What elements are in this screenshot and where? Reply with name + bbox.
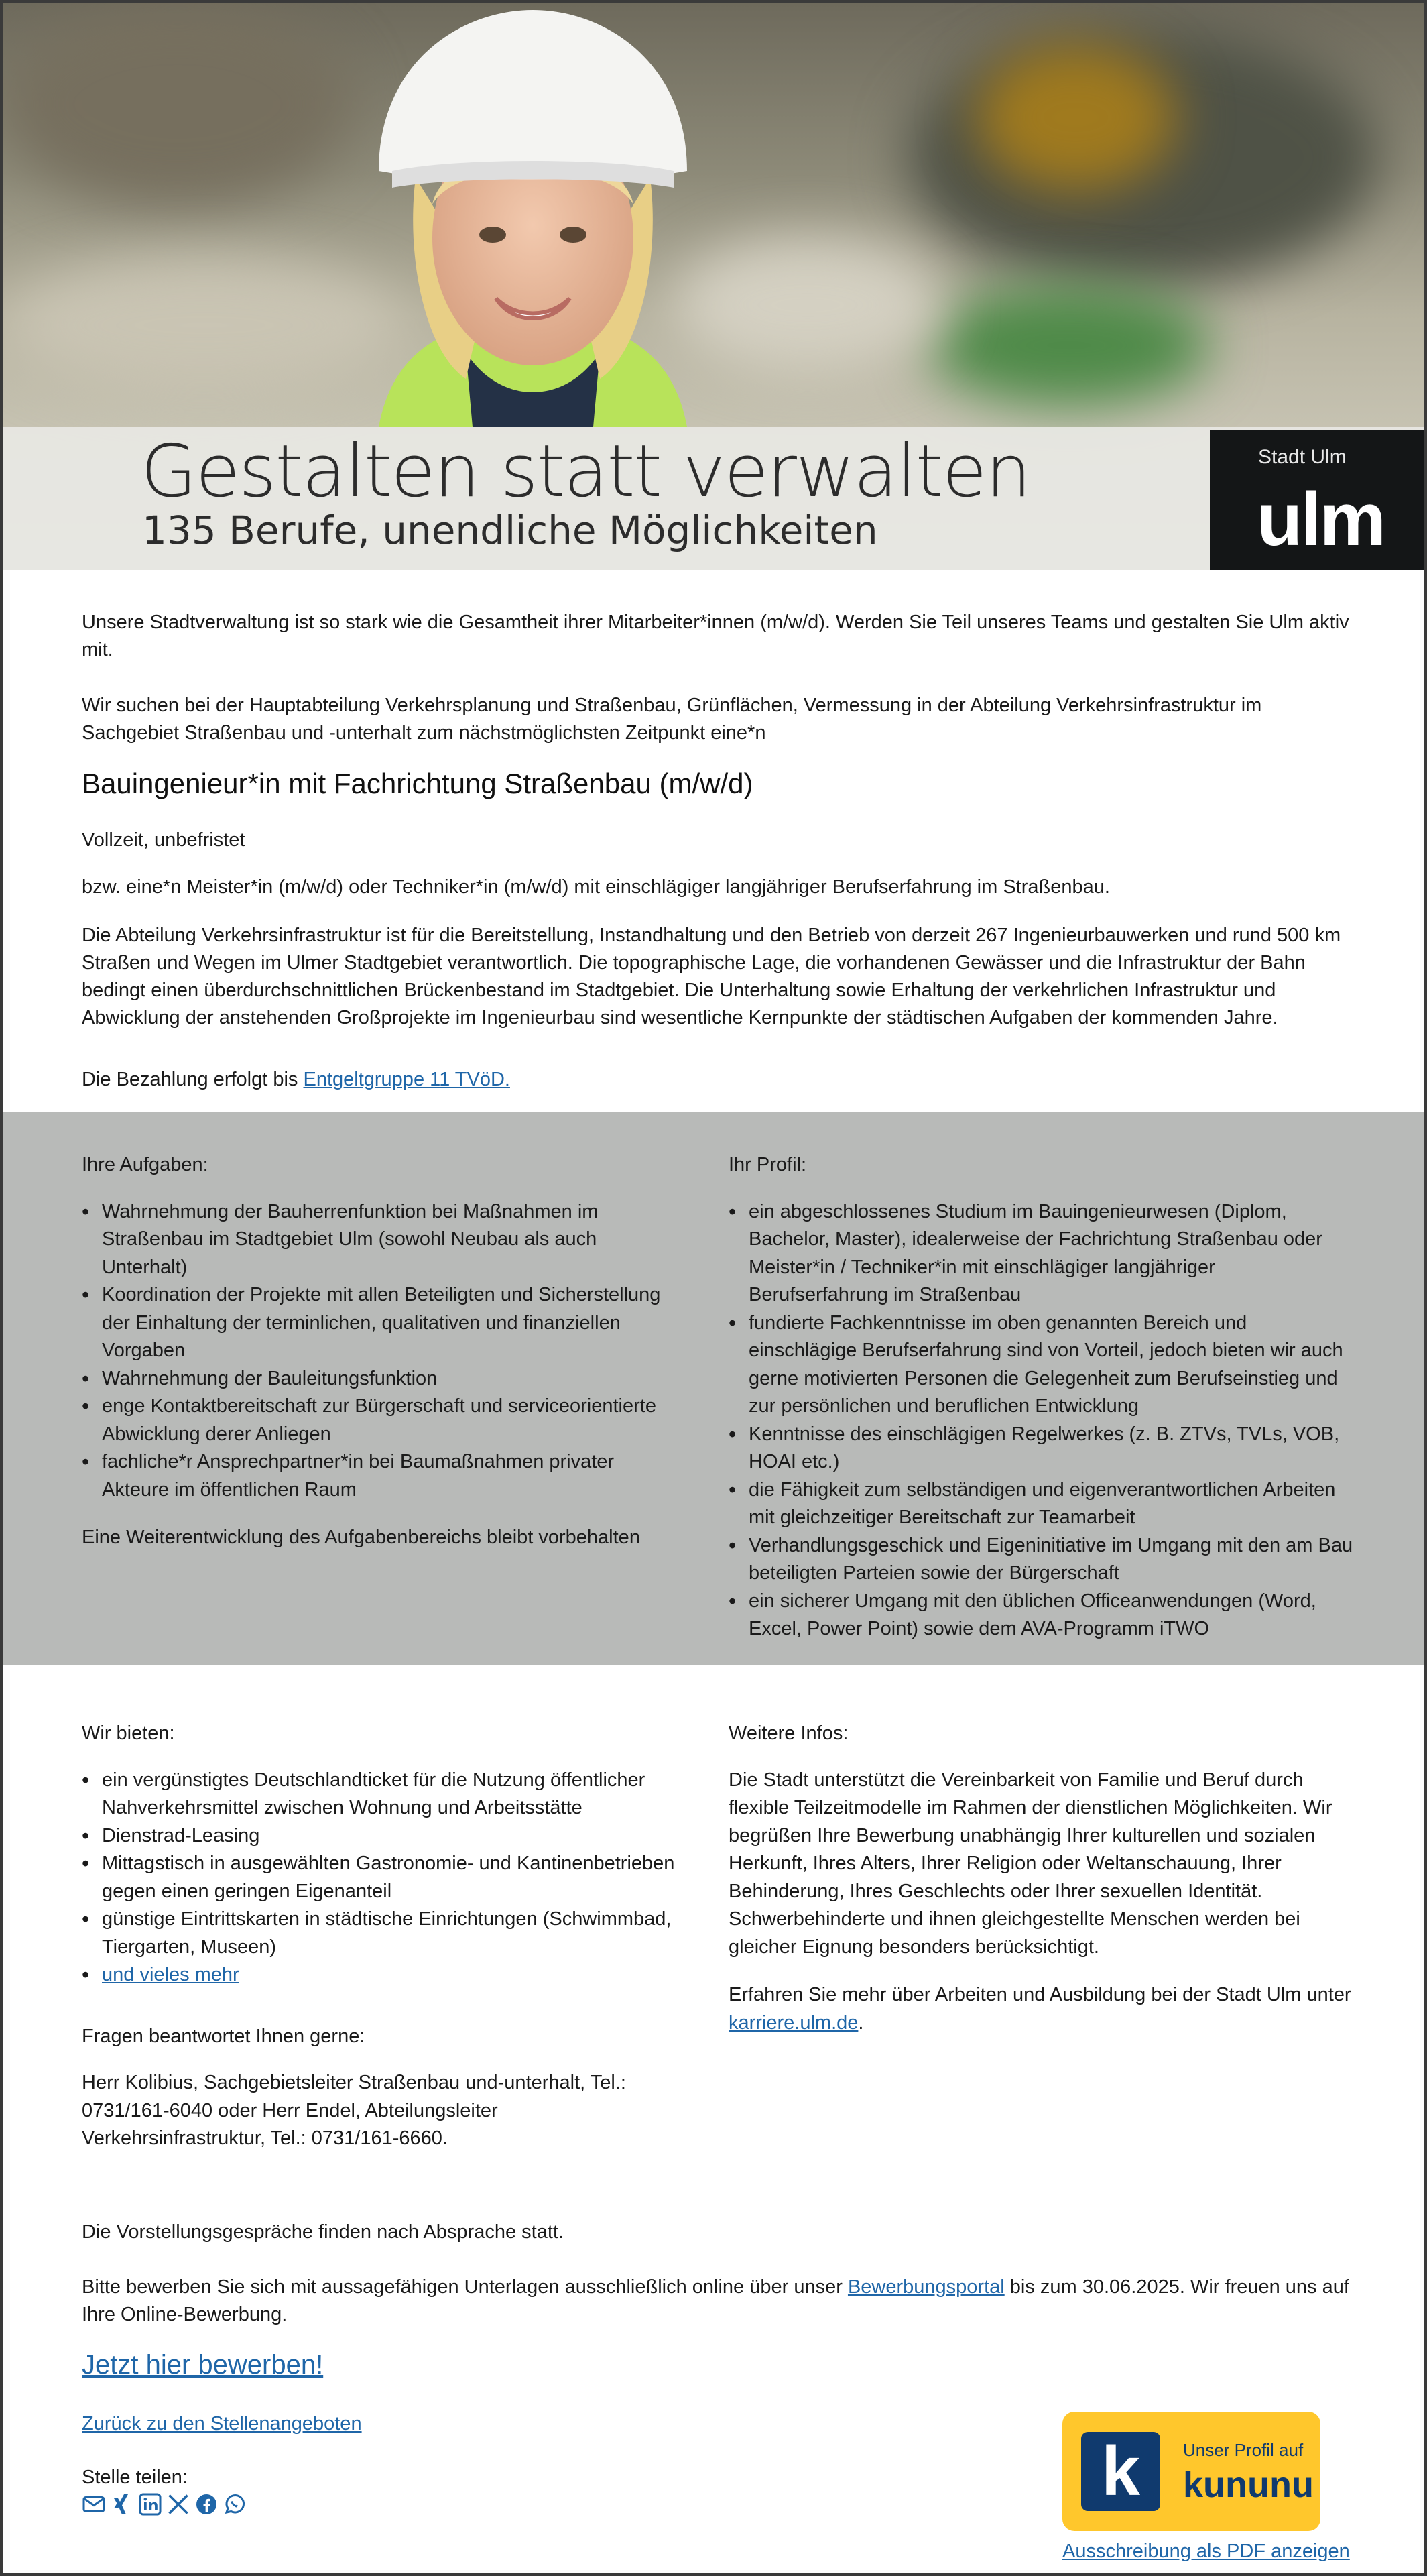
offer-column [82,1720,678,2153]
xing-icon[interactable] [110,2492,134,2516]
intro-paragraph-1 [82,609,1355,664]
hero-banner [3,3,1424,570]
share-label: Stelle teilen: [82,2467,188,2488]
apply-suffix: bis zum 30.06.2025. Wir freuen uns auf Ihre Online-Bewerbung. [82,2276,1349,2325]
offer-heading: Wir bieten: [82,1722,175,1744]
task-item: • Wahrnehmung der Bauleitungsfunktion [82,1365,678,1393]
linkedin-icon[interactable] [138,2492,162,2516]
mail-icon[interactable] [82,2492,106,2516]
apply-prefix: Bitte bewerben Sie sich mit aussagefähigen Unterlagen ausschließlich online über unser [82,2276,848,2298]
job-type: Vollzeit, unbefristet [82,829,245,851]
pay-info [82,1066,1355,1094]
offer-item: • Mittagstisch in ausgewählten Gastronomie- und Kantinenbetrieben gegen einen geringen Eigenanteil [82,1850,678,1906]
task-item: • Koordination der Projekte mit allen Beteiligten und Sicherstellung der Einhaltung der terminlichen, qualitativen und finanziellen Vorgaben [82,1281,678,1365]
pay-grade-link[interactable]: Entgeltgruppe 11 TVöD. [303,1069,510,1090]
job-description: Die Abteilung Verkehrsinfrastruktur ist für die Bereitstellung, Instandhaltung und den Betrieb von derzeit 267 Ingenieurbauwerken und rund 500 km Straßen und Wegen im Ulmer Stadtgebiet verantwortlich. Die topographische Lage, die vorhandenen Gewässer und die Infrastruktur der Bahn bedingt einen überdurchschnittlichen Brückenbestand im Stadtgebiet. Die Unterhaltung sowie Erhaltung der verkehrlichen Infrastruktur und Abwicklung der anstehenden Großprojekte im Ingenieurbau sind wesentliche Kernpunkte der städtischen Aufgaben der kommenden Jahre. [82,925,1341,1029]
job-title: Bauingenieur*in mit Fachrichtung Straßenbau (m/w/d) [82,768,753,799]
intro-paragraph-2 [82,692,1355,747]
apply-now-link[interactable]: Jetzt hier bewerben! [82,2350,324,2380]
offer-list [82,1767,678,1989]
profile-item: • Kenntnisse des einschlägigen Regelwerkes (z. B. ZTVs, TVLs, VOB, HOAI etc.) [729,1421,1355,1476]
apply-now-wrap [82,2348,1355,2382]
offer-more-link[interactable]: und vieles mehr [102,1964,239,1985]
application-portal-link[interactable]: Bewerbungsportal [847,2276,1005,2298]
task-item: • enge Kontaktbereitschaft zur Bürgerschaft und serviceorientierte Abwicklung derer Anliegen [82,1393,678,1448]
info-more [729,1981,1355,2037]
x-icon[interactable] [166,2492,190,2516]
intro-text-2: Wir suchen bei der Hauptabteilung Verkehrsplanung und Straßenbau, Grünflächen, Vermessung in der Abteilung Verkehrsinfrastruktur im Sachgebiet Straßenbau und -unterhalt zum nächstmöglichsten Zeitpunkt eine*n [82,695,1262,744]
pdf-link-wrap [1062,2538,1350,2565]
info-text: Die Stadt unterstützt die Vereinbarkeit von Familie und Beruf durch flexible Teilzeitmodelle im Rahmen der dienstlichen Möglichkeiten. Wir begrüßen Ihre Bewerbung unabhängig Ihrer kulturellen und sozialen Herkunft, Ihres Alters, Ihrer Religion oder Weltanschauung, Ihrer Behinderung, Ihres Geschlechts oder Ihrer sexuellen Identität. Schwerbehinderte und ihnen gleichgestellte Menschen werden bei gleicher Eignung besonders berücksichtigt. [729,1769,1332,1958]
stadt-ulm-logo [1210,430,1424,570]
task-item: • Wahrnehmung der Bauherrenfunktion bei Maßnahmen im Straßenbau im Stadtgebiet Ulm (sowohl Neubau als auch Unterhalt) [82,1198,678,1282]
pdf-link[interactable]: Ausschreibung als PDF anzeigen [1062,2540,1350,2562]
profile-heading: Ihr Profil: [729,1154,807,1175]
interview-note: Die Vorstellungsgespräche finden nach Absprache statt. [82,2221,564,2243]
info-heading: Weitere Infos: [729,1722,849,1744]
offer-item: • Dienstrad-Leasing [82,1822,678,1851]
kununu-letter: k [1101,2433,1140,2510]
offer-more-item [82,1961,678,1989]
profile-item: • die Fähigkeit zum selbständigen und eigenverantwortlichen Arbeiten mit gleichzeitiger Bereitschaft zur Teamarbeit [729,1476,1355,1532]
profile-column [729,1151,1355,1643]
profile-item: • Verhandlungsgeschick und Eigeninitiative im Umgang mit den am Bau beteiligten Parteien sowie der Bürgerschaft [729,1532,1355,1588]
tasks-heading: Ihre Aufgaben: [82,1154,208,1175]
info-column [729,1720,1355,2037]
intro-text-1: Unsere Stadtverwaltung ist so stark wie die Gesamtheit ihrer Mitarbeiter*innen (m/w/d). Werden Sie Teil unseres Teams und gestalten Sie Ulm aktiv mit. [82,611,1349,660]
kununu-caption: Unser Profil auf [1183,2440,1304,2460]
logo-caption: Stadt Ulm [1258,446,1347,468]
share-icons [82,2492,247,2516]
info-more-prefix: Erfahren Sie mehr über Arbeiten und Ausbildung bei der Stadt Ulm unter [729,1984,1351,2005]
job-alternative: bzw. eine*n Meister*in (m/w/d) oder Techniker*in (m/w/d) mit einschlägiger langjähriger Berufserfahrung im Straßenbau. [82,876,1110,898]
kununu-logo-icon [1081,2432,1160,2511]
tasks-column [82,1151,678,1552]
profile-list [729,1198,1355,1643]
hero-subtitle: 135 Berufe, unendliche Möglichkeiten [142,508,878,553]
apply-paragraph [82,2274,1355,2329]
tasks-list [82,1198,678,1505]
offer-item: • ein vergünstigtes Deutschlandticket für die Nutzung öffentlicher Nahverkehrsmittel zwischen Wohnung und Arbeitsstätte [82,1767,678,1822]
back-to-jobs-link[interactable]: Zurück zu den Stellenangeboten [82,2413,362,2435]
profile-item: • ein sicherer Umgang mit den üblichen Officeanwendungen (Word, Excel, Power Point) sowie dem AVA-Programm iTWO [729,1588,1355,1643]
whatsapp-icon[interactable] [223,2492,247,2516]
profile-item: • ein abgeschlossenes Studium im Bauingenieurwesen (Diplom, Bachelor, Master), idealerweise der Fachrichtung Straßenbau oder Meister*in / Techniker*in mit einschlägiger langjähriger Berufserfahrung im Straßenbau [729,1198,1355,1309]
profile-item: • fundierte Fachkenntnisse im oben genannten Bereich und einschlägige Berufserfahrung sind von Vorteil, jedoch bieten wir auch gerne motivierten Personen die Gelegenheit zum Berufseinstieg und zur persönlichen und beruflichen Entwicklung [729,1309,1355,1421]
career-link[interactable]: karriere.ulm.de [729,2011,859,2034]
tasks-note: Eine Weiterentwicklung des Aufgabenbereichs bleibt vorbehalten [82,1527,640,1548]
contact-heading: Fragen beantwortet Ihnen gerne: [82,2025,365,2047]
contact-text: Herr Kolibius, Sachgebietsleiter Straßenbau und-unterhalt, Tel.: 0731/161-6040 oder Herr Endel, Abteilungsleiter Verkehrsinfrastruktur, Tel.: 0731/161-6660. [82,2072,626,2149]
info-more-suffix: . [858,2011,864,2034]
logo-wordmark: ulm [1257,477,1385,561]
kununu-wordmark: kununu [1183,2465,1314,2505]
construction-worker-image [352,3,714,427]
offer-item: • günstige Eintrittskarten in städtische Einrichtungen (Schwimmbad, Tiergarten, Museen) [82,1906,678,1961]
pay-prefix: Die Bezahlung erfolgt bis [82,1069,304,1090]
hero-title: Gestalten statt verwalten [141,430,1030,514]
facebook-icon[interactable] [194,2492,219,2516]
task-item: • fachliche*r Ansprechpartner*in bei Baumaßnahmen privater Akteure im öffentlichen Raum [82,1448,678,1504]
kununu-badge[interactable] [1062,2412,1320,2531]
